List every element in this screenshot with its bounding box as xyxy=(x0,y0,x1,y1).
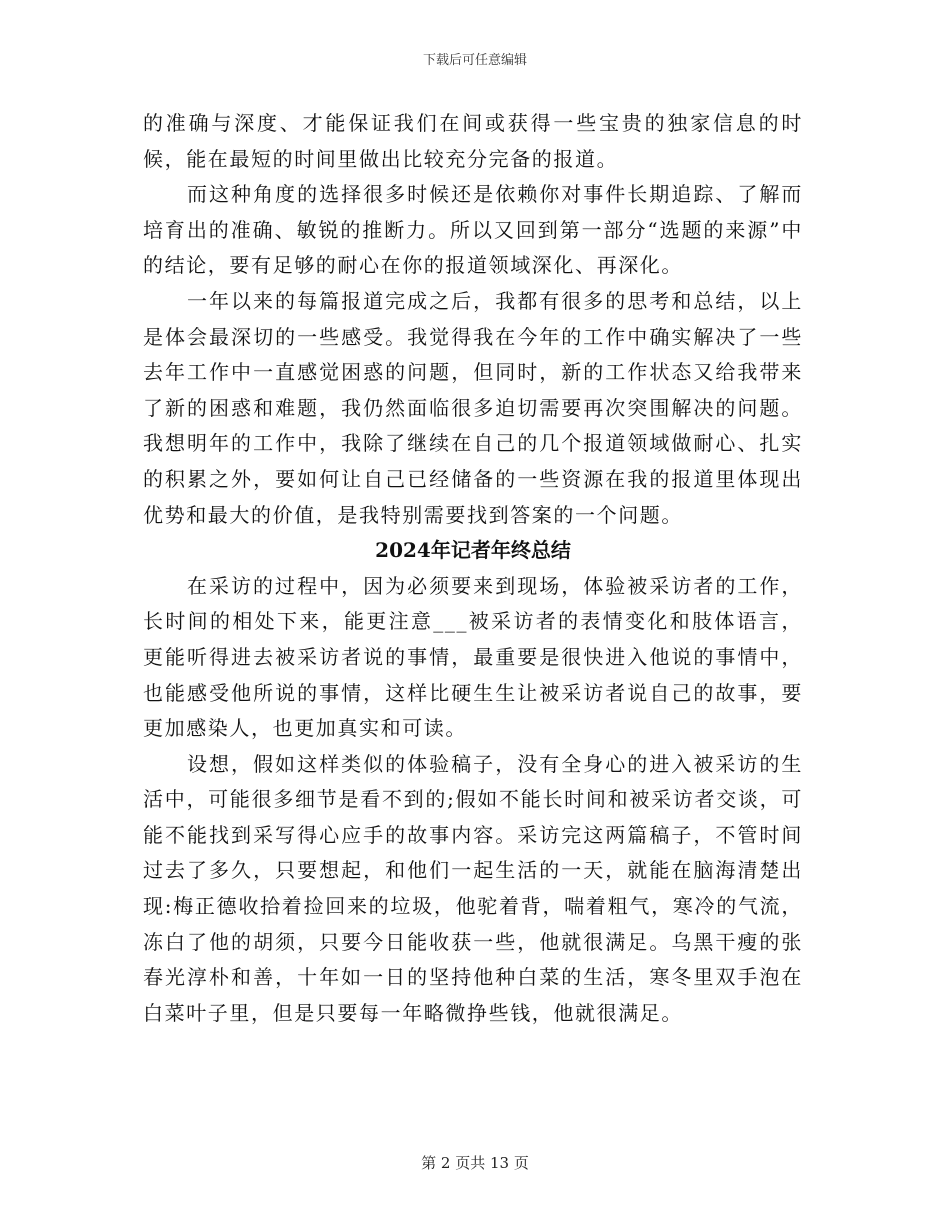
section-title: 2024年记者年终总结 xyxy=(375,538,571,563)
paragraph-continuation: 的准确与深度、才能保证我们在间或获得一些宝贵的独家信息的时候，能在最短的时间里做出比较充分完备的报道。 xyxy=(143,111,803,171)
paragraph: 设想，假如这样类似的体验稿子，没有全身心的进入被采访的生活中，可能很多细节是看不到的;假如不能长时间和被采访者交谈，可能不能找到采写得心应手的故事内容。采访完这两篇稿子，不管时间过去了多久，只要想起，和他们一起生活的一天，就能在脑海清楚出现:梅正德收拾着捡回来的垃圾，他驼着背，喘着粗气，寒冷的气流，冻白了他的胡须，只要今日能收获一些，他就很满足。乌黑干瘦的张春光淳朴和善，十年如一日的坚持他种白菜的生活，寒冬里双手泡在白菜叶子里，但是只要每一年略微挣些钱，他就很满足。 xyxy=(143,751,803,1025)
document-body xyxy=(143,106,803,1031)
page-header: 下载后可任意编辑 xyxy=(422,53,527,68)
page-footer: 第 2 页共 13 页 xyxy=(421,1154,529,1172)
paragraph: 而这种角度的选择很多时候还是依赖你对事件长期追踪、了解而培育出的准确、敏锐的推断力。所以又回到第一部分“选题的来源”中的结论，要有足够的耐心在你的报道领域深化、再深化。 xyxy=(143,182,803,278)
paragraph: 一年以来的每篇报道完成之后，我都有很多的思考和总结，以上是体会最深切的一些感受。我觉得我在今年的工作中确实解决了一些去年工作中一直感觉困惑的问题，但同时，新的工作状态又给我带来了新的困惑和难题，我仍然面临很多迫切需要再次突围解决的问题。我想明年的工作中，我除了继续在自己的几个报道领域做耐心、扎实的积累之外，要如何让自己已经储备的一些资源在我的报道里体现出优势和最大的价值，是我特别需要找到答案的一个问题。 xyxy=(143,288,803,527)
paragraph: 在采访的过程中，因为必须要来到现场，体验被采访者的工作，长时间的相处下来，能更注意___被采访者的表情变化和肢体语言，更能听得进去被采访者说的事情，最重要是很快进入他说的事情中，也能感受他所说的事情，这样比硬生生让被采访者说自己的故事，要更加感染人，也更加真实和可读。 xyxy=(143,573,803,741)
